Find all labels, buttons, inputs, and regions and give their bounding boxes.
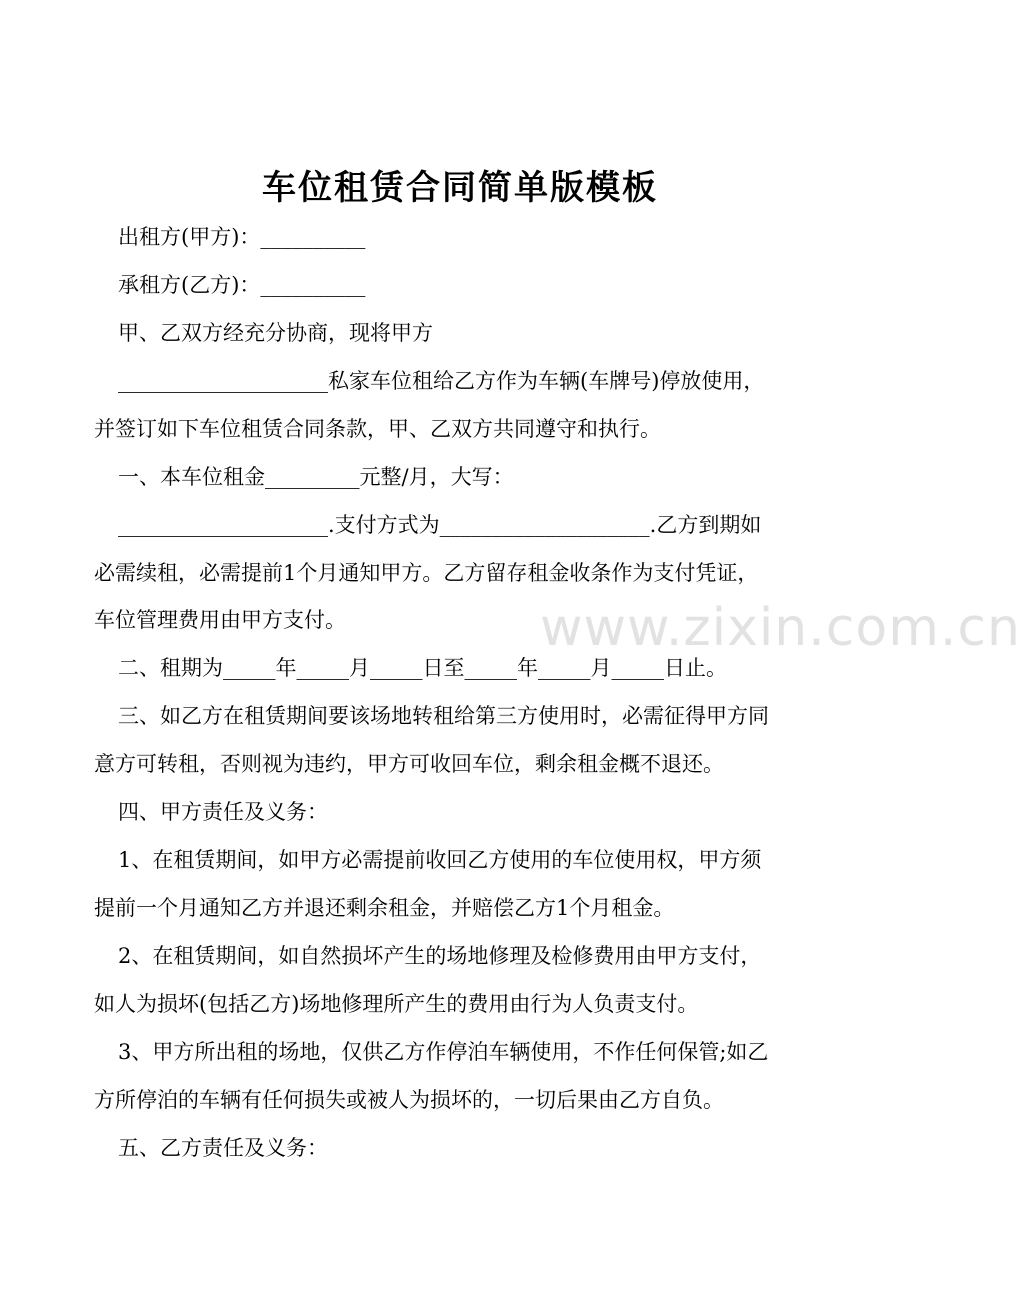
clause-3-sublease: 三、如乙方在租赁期间要该场地转租给第三方使用时，必需征得甲方同: [118, 704, 769, 728]
parking-space-line: ____________________私家车位租给乙方作为车辆(车牌号)停放使用，: [118, 369, 765, 393]
watermark: www.zixin.com.cn: [540, 598, 1021, 658]
lessee-line: 承租方(乙方)：__________: [118, 273, 366, 297]
clause-1-renewal: 必需续租，必需提前1个月通知甲方。乙方留存租金收条作为支付凭证，: [94, 561, 759, 585]
document-title: 车位租赁合同简单版模板: [262, 168, 658, 208]
clause-4-heading: 四、甲方责任及义务：: [118, 800, 328, 824]
clause-4-item-3-cont: 方所停泊的车辆有任何损失或被人为损坏的，一切后果由乙方自负。: [94, 1088, 724, 1112]
clause-1-payment: ____________________.支付方式为____________________.乙方到期如: [118, 513, 762, 537]
clause-4-item-1-cont: 提前一个月通知乙方并退还剩余租金，并赔偿乙方1个月租金。: [94, 896, 675, 920]
lessor-line: 出租方(甲方)：__________: [118, 225, 366, 249]
clause-3-sublease-cont: 意方可转租，否则视为违约，甲方可收回车位，剩余租金概不退还。: [94, 752, 724, 776]
clause-1-fees: 车位管理费用由甲方支付。: [94, 608, 346, 632]
clause-4-item-2-cont: 如人为损坏(包括乙方)场地修理所产生的费用由行为人负责支付。: [94, 992, 699, 1016]
clause-4-item-1: 1、在租赁期间，如甲方必需提前收回乙方使用的车位使用权，甲方须: [118, 848, 762, 872]
clause-2-term: 二、租期为_____年_____月_____日至_____年_____月_____日止。: [118, 656, 727, 680]
clause-4-item-2: 2、在租赁期间，如自然损坏产生的场地修理及检修费用由甲方支付，: [118, 944, 762, 968]
clause-5-heading: 五、乙方责任及义务：: [118, 1136, 328, 1160]
clause-1-rent: 一、本车位租金_________元整/月，大写：: [118, 465, 514, 489]
agreement-line: 并签订如下车位租赁合同条款，甲、乙双方共同遵守和执行。: [94, 417, 661, 441]
intro-line: 甲、乙双方经充分协商，现将甲方: [118, 321, 433, 345]
clause-4-item-3: 3、甲方所出租的场地，仅供乙方作停泊车辆使用，不作任何保管;如乙: [118, 1040, 769, 1064]
